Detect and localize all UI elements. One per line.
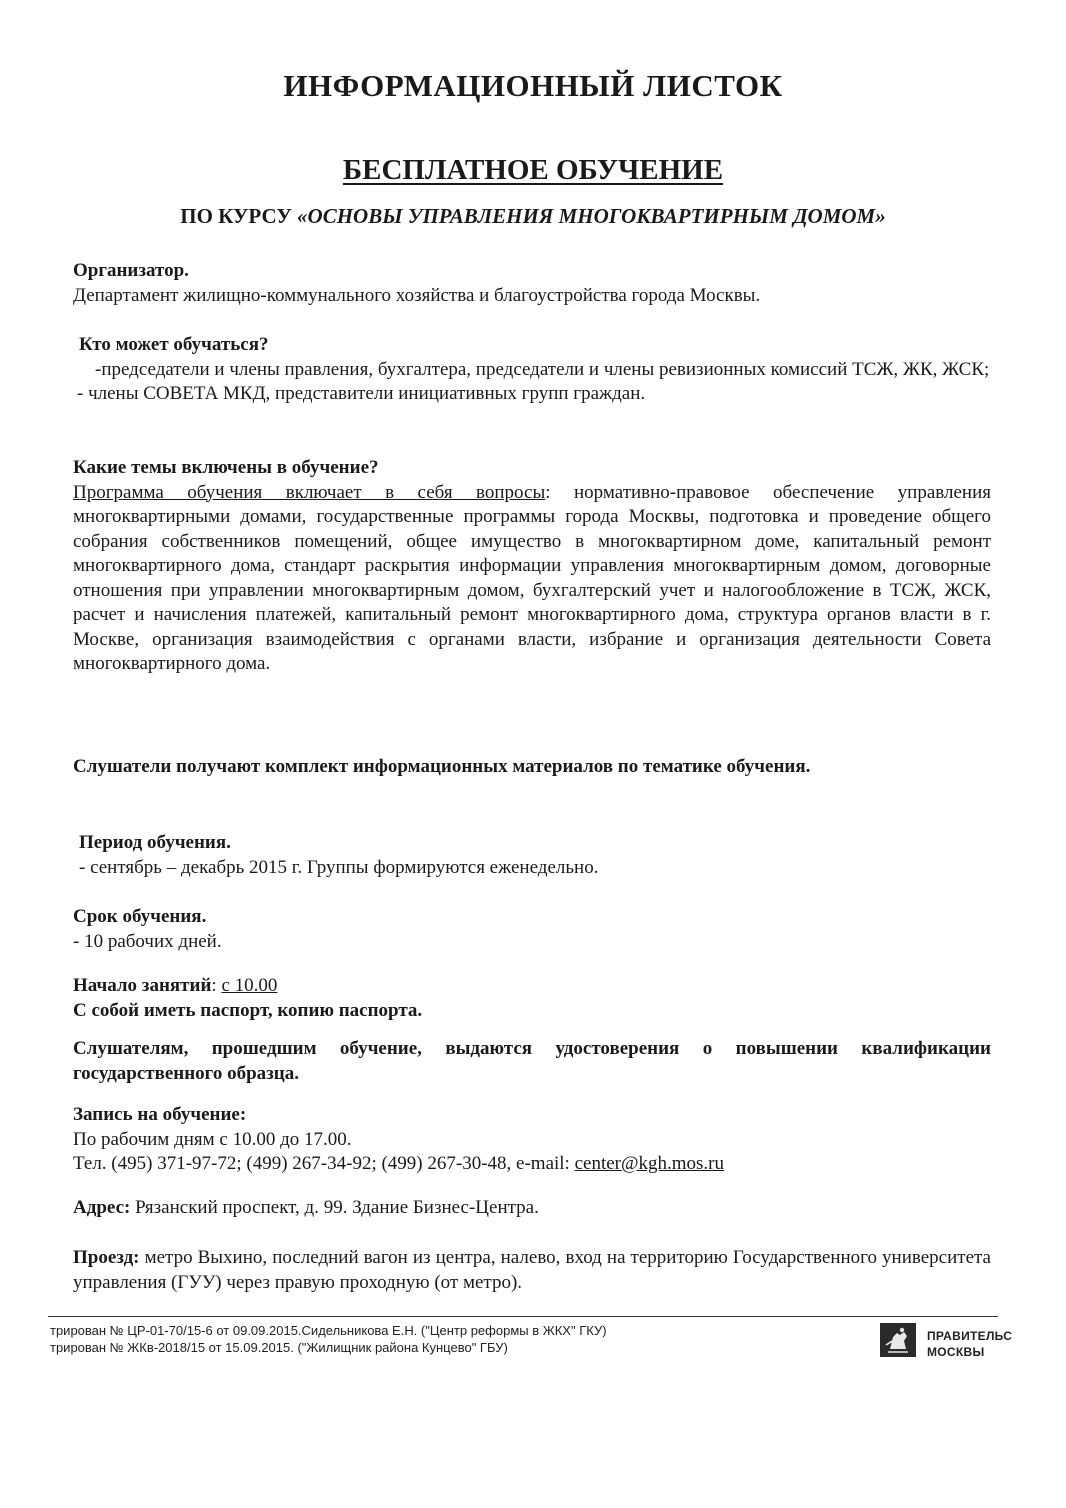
footer-divider xyxy=(48,1316,998,1317)
start-time: с 10.00 xyxy=(221,975,278,996)
moscow-coat-of-arms-icon xyxy=(880,1323,916,1357)
organizer-text: Департамент жилищно-коммунального хозяйства и благоустройства города Москвы. xyxy=(73,284,761,306)
period-heading: Период обучения. xyxy=(79,832,231,853)
directions-text xyxy=(73,1246,991,1295)
registration-phones: Тел. (495) 371-97-72; (499) 267-34-92; (499) 267-30-48, e-mail: xyxy=(73,1153,575,1174)
registration-heading: Запись на обучение: xyxy=(73,1104,247,1125)
address-label: Адрес: xyxy=(73,1197,131,1218)
document-subtitle xyxy=(0,154,1066,187)
topics-text xyxy=(73,481,991,677)
certificate-text: Слушателям, прошедшим обучение, выдаются удостоверения о повышении квалификации государственного образца. xyxy=(73,1038,991,1084)
address-text: Рязанский проспект, д. 99. Здание Бизнес-Центра. xyxy=(130,1197,539,1218)
logo-text-line-1: ПРАВИТЕЛЬС xyxy=(927,1329,1013,1343)
start-section xyxy=(73,974,991,1023)
directions-section xyxy=(73,1246,991,1295)
duration-heading: Срок обучения. xyxy=(73,906,207,927)
directions-label: Проезд: xyxy=(73,1247,140,1268)
topics-lead: Программа обучения включает в себя вопросы xyxy=(73,481,546,503)
certificate-section xyxy=(73,1037,991,1086)
period-section xyxy=(73,831,991,880)
duration-text: - 10 рабочих дней. xyxy=(73,930,222,952)
stamp-line-2: трирован № ЖКв-2018/15 от 15.09.2015. ("Жилищник района Кунцево" ГБУ) xyxy=(50,1340,508,1355)
course-line xyxy=(0,204,1066,229)
duration-section xyxy=(73,905,991,954)
government-logo-text xyxy=(927,1328,1012,1360)
course-prefix: ПО КУРСУ xyxy=(180,204,298,228)
document-title: ИНФОРМАЦИОННЫЙ ЛИСТОК xyxy=(283,68,783,103)
topics-heading: Какие темы включены в обучение? xyxy=(73,457,379,478)
start-label: Начало занятий xyxy=(73,975,212,996)
audience-line-2: - члены СОВЕТА МКД, представители инициативных групп граждан. xyxy=(77,383,646,404)
period-text: - сентябрь – декабрь 2015 г. Группы формируются еженедельно. xyxy=(79,856,599,878)
start-separator: : xyxy=(211,975,222,996)
email-link[interactable]: center@kgh.mos.ru xyxy=(574,1153,724,1174)
materials-section xyxy=(73,755,991,780)
registration-contacts xyxy=(73,1152,991,1177)
materials-text: Слушатели получают комплект информационных материалов по тематике обучения. xyxy=(73,756,811,777)
organizer-section xyxy=(73,259,991,308)
registration-stamp xyxy=(50,1322,607,1356)
registration-hours: По рабочим дням с 10.00 до 17.00. xyxy=(73,1128,352,1150)
subtitle-text: БЕСПЛАТНОЕ ОБУЧЕНИЕ xyxy=(342,154,724,186)
audience-section xyxy=(73,333,991,407)
directions-body: метро Выхино, последний вагон из центра, налево, вход на территорию Государственного университета управления (ГУУ) через правую проходную (от метро). xyxy=(73,1247,991,1293)
bring-documents: С собой иметь паспорт, копию паспорта. xyxy=(73,999,423,1021)
address-section xyxy=(73,1196,991,1221)
topics-list: : нормативно-правовое обеспечение управления многоквартирными домами, государственные программы города Москвы, подготовка и проведение общего собрания собственников помещений, общее имущество в многоквартирном доме, капитальный ремонт многоквартирного дома, стандарт раскрытия информации управления многоквартирным домом, договорные отношения при управлении многоквартирным домом, бухгалтерский учет и налогообложение в ТСЖ, ЖСК, расчет и начисления платежей, капитальный ремонт многоквартирного дома, структура органов власти в г. Москве, организация взаимодействия с органами власти, избрание и организация деятельности Совета многоквартирного дома. xyxy=(73,481,991,674)
organizer-heading: Организатор. xyxy=(73,260,189,281)
start-line xyxy=(73,974,991,999)
stamp-line-1: трирован № ЦР-01-70/15-6 от 09.09.2015.Сидельникова Е.Н. ("Центр реформы в ЖКХ" ГКУ) xyxy=(50,1323,607,1338)
topics-section xyxy=(73,456,991,677)
audience-line-1: -председатели и члены правления, бухгалтера, председатели и члены ревизионных комиссий ТСЖ, ЖК, ЖСК; xyxy=(95,358,990,380)
address-line xyxy=(73,1196,991,1221)
logo-text-line-2: МОСКВЫ xyxy=(927,1345,985,1359)
course-name: «ОСНОВЫ УПРАВЛЕНИЯ МНОГОКВАРТИРНЫМ ДОМОМ» xyxy=(297,204,886,228)
registration-section xyxy=(73,1103,991,1177)
audience-heading: Кто может обучаться? xyxy=(79,334,269,355)
